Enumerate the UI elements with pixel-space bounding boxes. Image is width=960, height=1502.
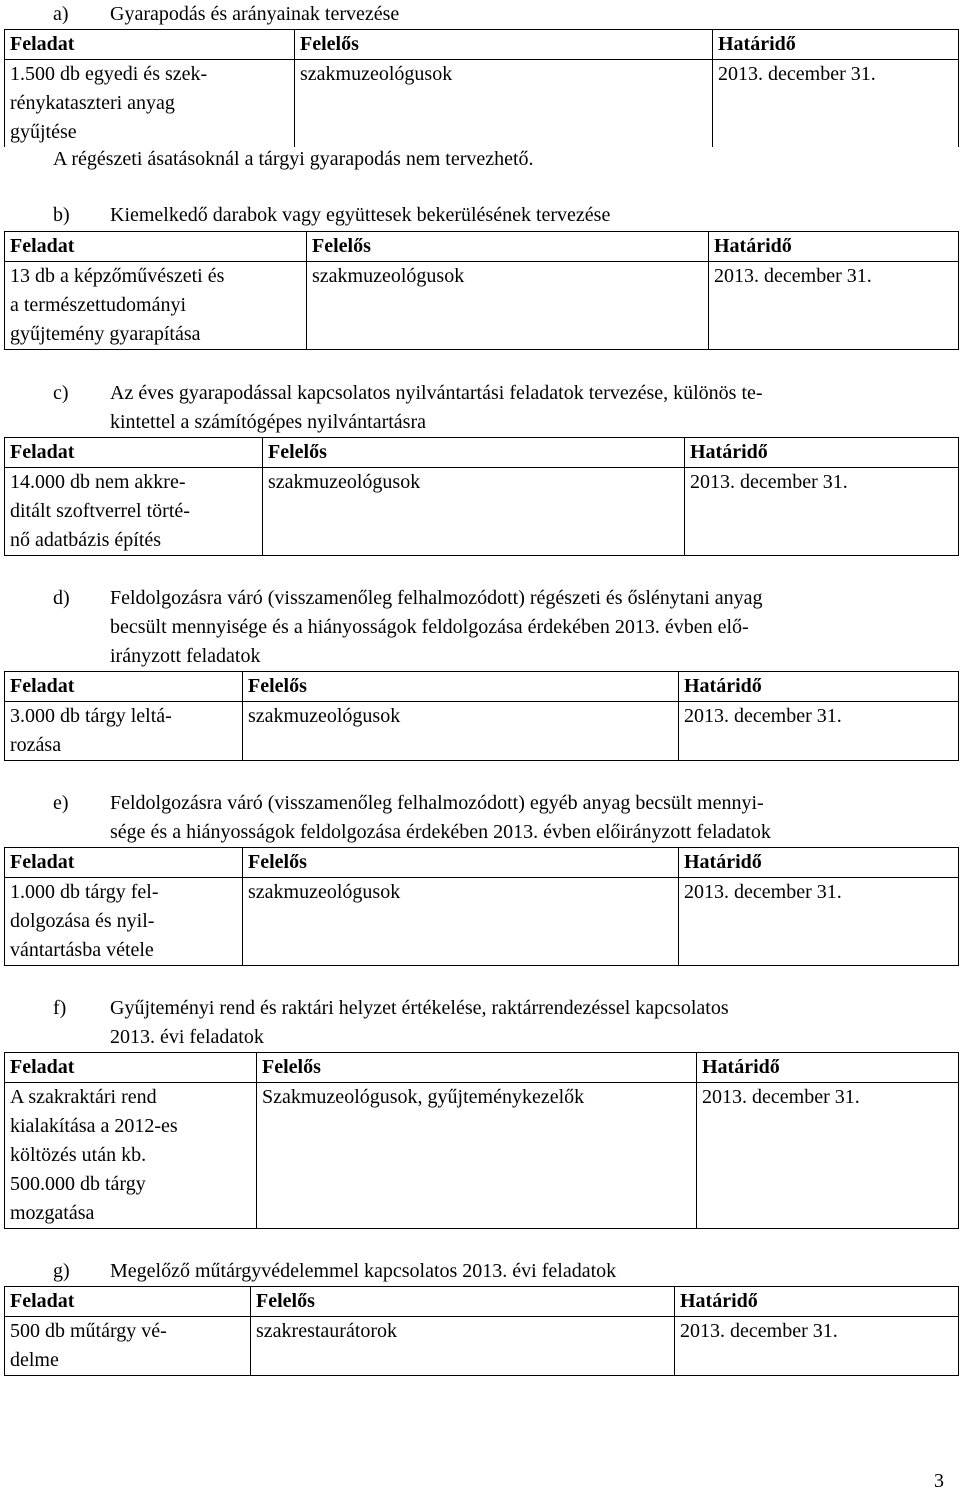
- section-g: [0, 1257, 960, 1371]
- task-table: [4, 847, 959, 966]
- section-f: [0, 994, 960, 1224]
- deadline-cell: 2013. december 31.: [713, 60, 959, 148]
- section-c: [0, 379, 960, 551]
- header-deadline: Határidő: [685, 438, 959, 468]
- section-a: [0, 0, 960, 170]
- table-header-row: [5, 848, 959, 878]
- section-heading: [0, 584, 960, 671]
- header-owner: Felelős: [307, 232, 709, 262]
- deadline-cell: 2013. december 31.: [697, 1083, 959, 1229]
- deadline-cell: 2013. december 31.: [679, 702, 959, 761]
- task-table: [4, 1052, 959, 1229]
- owner-cell: Szakmuzeológusok, gyűjteménykezelők: [257, 1083, 697, 1229]
- task-table: [4, 29, 959, 147]
- table-row: [5, 468, 959, 556]
- owner-cell: szakrestaurátorok: [251, 1317, 675, 1376]
- task-table: [4, 1286, 959, 1376]
- table-row: [5, 878, 959, 966]
- header-deadline: Határidő: [697, 1053, 959, 1083]
- header-owner: Felelős: [263, 438, 685, 468]
- section-title: Az éves gyarapodással kapcsolatos nyilvántartási feladatok tervezése, különös te- kintettel a számítógépes nyilvántartásra: [110, 382, 763, 433]
- header-deadline: Határidő: [709, 232, 959, 262]
- header-task: Feladat: [5, 672, 243, 702]
- section-title: Kiemelkedő darabok vagy együttesek bekerülésének tervezése: [110, 204, 611, 226]
- section-d: [0, 584, 960, 756]
- deadline-cell: 2013. december 31.: [679, 878, 959, 966]
- section-heading: [0, 0, 960, 29]
- header-task: Feladat: [5, 232, 307, 262]
- header-owner: Felelős: [257, 1053, 697, 1083]
- section-note: A régészeti ásatásoknál a tárgyi gyarapodás nem tervezhető.: [53, 148, 534, 170]
- table-row: [5, 1317, 959, 1376]
- table-row: [5, 702, 959, 761]
- header-task: Feladat: [5, 848, 243, 878]
- section-label: f): [53, 997, 67, 1019]
- section-heading: [0, 379, 960, 437]
- section-title: Gyarapodás és arányainak tervezése: [110, 3, 400, 25]
- task-cell: 1.500 db egyedi és szek- rénykataszteri anyag gyűjtése: [5, 60, 295, 148]
- table-row: [5, 1083, 959, 1229]
- section-heading: [0, 1257, 960, 1286]
- owner-cell: szakmuzeológusok: [307, 262, 709, 350]
- table-header-row: [5, 438, 959, 468]
- task-cell: 14.000 db nem akkre- ditált szoftverrel törté- nő adatbázis építés: [5, 468, 263, 556]
- table-row: [5, 60, 959, 148]
- table-header-row: [5, 1053, 959, 1083]
- table-header-row: [5, 1287, 959, 1317]
- header-task: Feladat: [5, 1053, 257, 1083]
- header-deadline: Határidő: [675, 1287, 959, 1317]
- task-table: [4, 671, 959, 761]
- owner-cell: szakmuzeológusok: [243, 702, 679, 761]
- header-deadline: Határidő: [679, 848, 959, 878]
- header-owner: Felelős: [243, 672, 679, 702]
- task-table: [4, 437, 959, 556]
- section-label: b): [53, 204, 70, 226]
- section-title: Megelőző műtárgyvédelemmel kapcsolatos 2013. évi feladatok: [110, 1260, 617, 1282]
- header-task: Feladat: [5, 438, 263, 468]
- owner-cell: szakmuzeológusok: [295, 60, 713, 148]
- header-owner: Felelős: [243, 848, 679, 878]
- page-number: 3: [934, 1470, 944, 1492]
- task-cell: 1.000 db tárgy fel- dolgozása és nyil- vántartásba vétele: [5, 878, 243, 966]
- deadline-cell: 2013. december 31.: [675, 1317, 959, 1376]
- header-task: Feladat: [5, 30, 295, 60]
- task-cell: 500 db műtárgy vé- delme: [5, 1317, 251, 1376]
- section-title: Gyűjteményi rend és raktári helyzet értékelése, raktárrendezéssel kapcsolatos 2013. évi feladatok: [110, 997, 729, 1048]
- section-e: [0, 789, 960, 961]
- section-label: c): [53, 382, 69, 404]
- task-cell: 3.000 db tárgy leltá- rozása: [5, 702, 243, 761]
- section-title: Feldolgozásra váró (visszamenőleg felhalmozódott) régészeti és őslénytani anyag becsült mennyisége és a hiányosságok feldolgozása érdekében 2013. évben elő- irányzott feladatok: [110, 587, 763, 667]
- header-owner: Felelős: [251, 1287, 675, 1317]
- header-task: Feladat: [5, 1287, 251, 1317]
- section-heading: [0, 201, 960, 230]
- section-label: e): [53, 792, 69, 814]
- deadline-cell: 2013. december 31.: [709, 262, 959, 350]
- deadline-cell: 2013. december 31.: [685, 468, 959, 556]
- task-table: [4, 231, 959, 350]
- section-label: d): [53, 587, 70, 609]
- task-cell: 13 db a képzőművészeti és a természettudományi gyűjtemény gyarapítása: [5, 262, 307, 350]
- section-heading: [0, 994, 960, 1052]
- header-deadline: Határidő: [679, 672, 959, 702]
- owner-cell: szakmuzeológusok: [263, 468, 685, 556]
- task-cell: A szakraktári rend kialakítása a 2012-es költözés után kb. 500.000 db tárgy mozgatása: [5, 1083, 257, 1229]
- header-owner: Felelős: [295, 30, 713, 60]
- table-header-row: [5, 672, 959, 702]
- table-header-row: [5, 232, 959, 262]
- section-title: Feldolgozásra váró (visszamenőleg felhalmozódott) egyéb anyag becsült mennyi- sége és a hiányosságok feldolgozása érdekében 2013. évben előirányzott feladatok: [110, 792, 771, 843]
- section-heading: [0, 789, 960, 847]
- header-deadline: Határidő: [713, 30, 959, 60]
- section-b: [0, 201, 960, 345]
- table-row: [5, 262, 959, 350]
- owner-cell: szakmuzeológusok: [243, 878, 679, 966]
- section-label: a): [53, 3, 69, 25]
- table-header-row: [5, 30, 959, 60]
- section-label: g): [53, 1260, 70, 1282]
